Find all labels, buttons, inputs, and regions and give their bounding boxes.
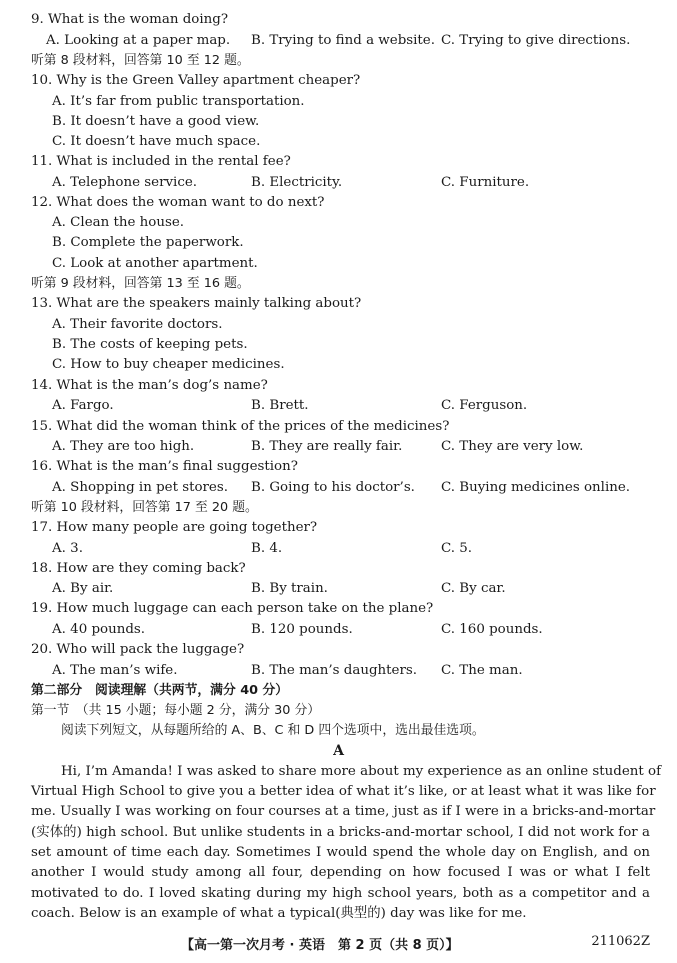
part2-title: 第二部分 阅读理解（共两节，满分 40 分） [31,683,289,698]
option-c: C. It doesn’t have much space. [52,134,261,149]
question-13: 13. What are the speakers mainly talking about? [31,296,362,311]
passage-letter: A [333,743,344,759]
option-c: C. Furniture. [441,175,530,190]
page-footer [0,934,677,954]
passage-line-4: (实体的) high school. But unlike students in a bricks-and-mortar school, I did not work for a [31,825,650,840]
question-16: 16. What is the man’s final suggestion? [31,459,298,474]
instruction-material-10: 听第 10 段材料，回答第 17 至 20 题。 [31,500,258,515]
instruction-material-8: 听第 8 段材料，回答第 10 至 12 题。 [31,53,250,68]
passage-line-8: coach. Below is an example of what a typical(典型的) day was like for me. [31,906,527,921]
option-a: A. Shopping in pet stores. [52,480,228,495]
option-a: A. Looking at a paper map. [46,33,231,48]
option-a: A. Clean the house. [52,215,185,230]
options-9 [31,32,651,50]
instruction-material-9: 听第 9 段材料，回答第 13 至 16 题。 [31,276,250,291]
options-16 [31,479,651,497]
question-12: 12. What does the woman want to do next? [31,195,325,210]
options-19 [31,621,651,639]
options-14 [31,397,651,415]
option-b: B. 120 pounds. [251,622,353,637]
question-15: 15. What did the woman think of the prices of the medicines? [31,419,450,434]
options-15 [31,438,651,456]
question-10: 10. Why is the Green Valley apartment cheaper? [31,73,361,88]
option-c: C. Buying medicines online. [441,480,631,495]
option-a: A. Telephone service. [52,175,197,190]
question-14: 14. What is the man’s dog’s name? [31,378,268,393]
options-17 [31,540,651,558]
question-20: 20. Who will pack the luggage? [31,642,245,657]
passage-line-7: motivated to do. I loved skating during my high school years, both as a competitor and a [31,886,650,901]
passage-line-6: another I would study among all four, depending on how focused I was or what I felt [31,865,650,880]
passage-line-3: me. Usually I was working on four courses at a time, just as if I were in a bricks-and-mortar [31,804,656,819]
option-c: C. 160 pounds. [441,622,543,637]
question-17: 17. How many people are going together? [31,520,318,535]
option-a: A. Their favorite doctors. [52,317,223,332]
reading-directions: 阅读下列短文，从每题所给的 A、B、C 和 D 四个选项中，选出最佳选项。 [61,723,485,738]
option-c: C. They are very low. [441,439,584,454]
option-a: A. 40 pounds. [52,622,146,637]
option-a: A. Fargo. [52,398,114,413]
option-c: C. Trying to give directions. [441,33,631,48]
question-19: 19. How much luggage can each person take on the plane? [31,601,434,616]
footer-label: 【高一第一次月考 · 英语 第 2 页（共 8 页）】 [181,938,459,953]
section1-heading: 第一节 （共 15 小题；每小题 2 分，满分 30 分） [31,703,321,718]
option-a: A. It’s far from public transportation. [52,94,305,109]
option-b: B. Brett. [251,398,309,413]
question-18: 18. How are they coming back? [31,561,246,576]
option-b: B. Electricity. [251,175,343,190]
option-c: C. Ferguson. [441,398,528,413]
option-b: B. The costs of keeping pets. [52,337,248,352]
options-11 [31,174,651,192]
option-c: C. 5. [441,541,473,556]
option-b: B. It doesn’t have a good view. [52,114,260,129]
option-b: B. Complete the paperwork. [52,235,244,250]
question-9: 9. What is the woman doing? [31,12,229,27]
option-a: A. They are too high. [52,439,195,454]
question-11: 11. What is included in the rental fee? [31,154,291,169]
passage-line-5: set amount of time each day. Sometimes I would spend the whole day on English, and on [31,845,650,860]
footer-code: 211062Z [591,934,650,949]
option-b: B. Trying to find a website. [251,33,435,48]
option-c: C. Look at another apartment. [52,256,258,271]
option-b: B. Going to his doctor’s. [251,480,415,495]
passage-line-2: Virtual High School to give you a better idea of what it’s like, or at least what it was like for [31,784,656,799]
passage-line-1: Hi, I’m Amanda! I was asked to share more about my experience as an online student of [61,764,662,779]
option-a: A. The man’s wife. [52,663,178,678]
option-c: C. How to buy cheaper medicines. [52,357,285,372]
option-b: B. They are really fair. [251,439,403,454]
option-a: A. 3. [52,541,83,556]
options-20 [31,662,651,680]
option-c: C. By car. [441,581,506,596]
option-b: B. By train. [251,581,328,596]
option-c: C. The man. [441,663,523,678]
option-a: A. By air. [52,581,114,596]
options-18 [31,580,651,598]
option-b: B. 4. [251,541,283,556]
option-b: B. The man’s daughters. [251,663,417,678]
